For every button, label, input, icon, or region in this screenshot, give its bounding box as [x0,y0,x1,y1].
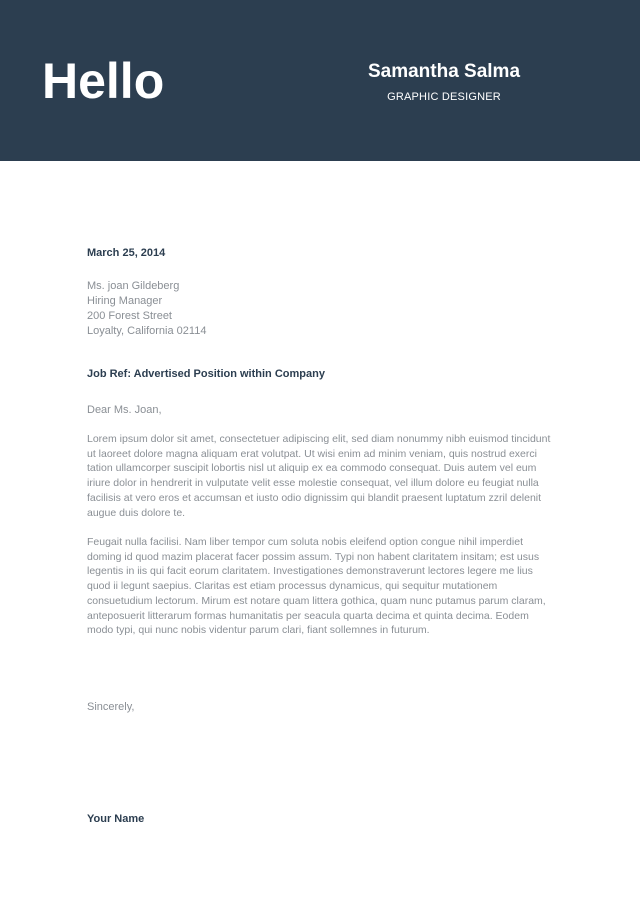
recipient-name: Ms. joan Gildeberg [87,280,180,292]
signature-name: Your Name [87,813,145,825]
paragraph-2: Feugait nulla facilisi. Nam liber tempor cum soluta nobis eleifend option congue nihil imperdiet doming id quod mazim placerat facer possim assum. Typi non habent claritatem insitam; est usus legentis in iis qui facit eorum claritatem. Investigationes demonstraverunt lectores legere me lius quod ii legunt saepius. Claritas est etiam processus dynamicus, qui sequitur mutationem consuetudium lectorum. Mirum est notare quam littera gothica, quam nunc putamus parum claram, anteposuerit litterarum formas humanitatis per seacula quarta decima et quinta decima. Eodem modo typi, qui nunc nobis videntur parum clari, fiant sollemnes in futurum. [87,536,546,637]
paragraph-1: Lorem ipsum dolor sit amet, consectetuer adipiscing elit, sed diam nonummy nibh euismod tincidunt ut laoreet dolore magna aliquam erat volutpat. Ut wisi enim ad minim veniam, quis nostrud exerci tation ullamcorper suscipit lobortis nisl ut aliquip ex ea commodo consequat. Duis autem vel eum iriure dolor in hendrerit in vulputate velit esse molestie consequat, vel illum dolore eu feugiat nulla facilisis at vero eros et accumsan et iusto odio dignissim qui blandit praesent luptatum zzril delenit augue duis dolore te. [87,433,551,519]
sender-title: GRAPHIC DESIGNER [387,91,501,103]
hello-heading: Hello [42,53,165,109]
recipient-position: Hiring Manager [87,295,163,307]
recipient-street: 200 Forest Street [87,310,172,322]
letter-date: March 25, 2014 [87,247,166,259]
recipient-address [87,279,206,339]
closing: Sincerely, [87,701,135,713]
sender-name: Samantha Salma [367,61,521,82]
salutation: Dear Ms. Joan, [87,404,162,416]
header-banner [0,0,640,161]
recipient-city: Loyalty, California 02114 [87,325,207,337]
job-reference: Job Ref: Advertised Position within Company [87,368,325,380]
name-block [330,60,558,104]
